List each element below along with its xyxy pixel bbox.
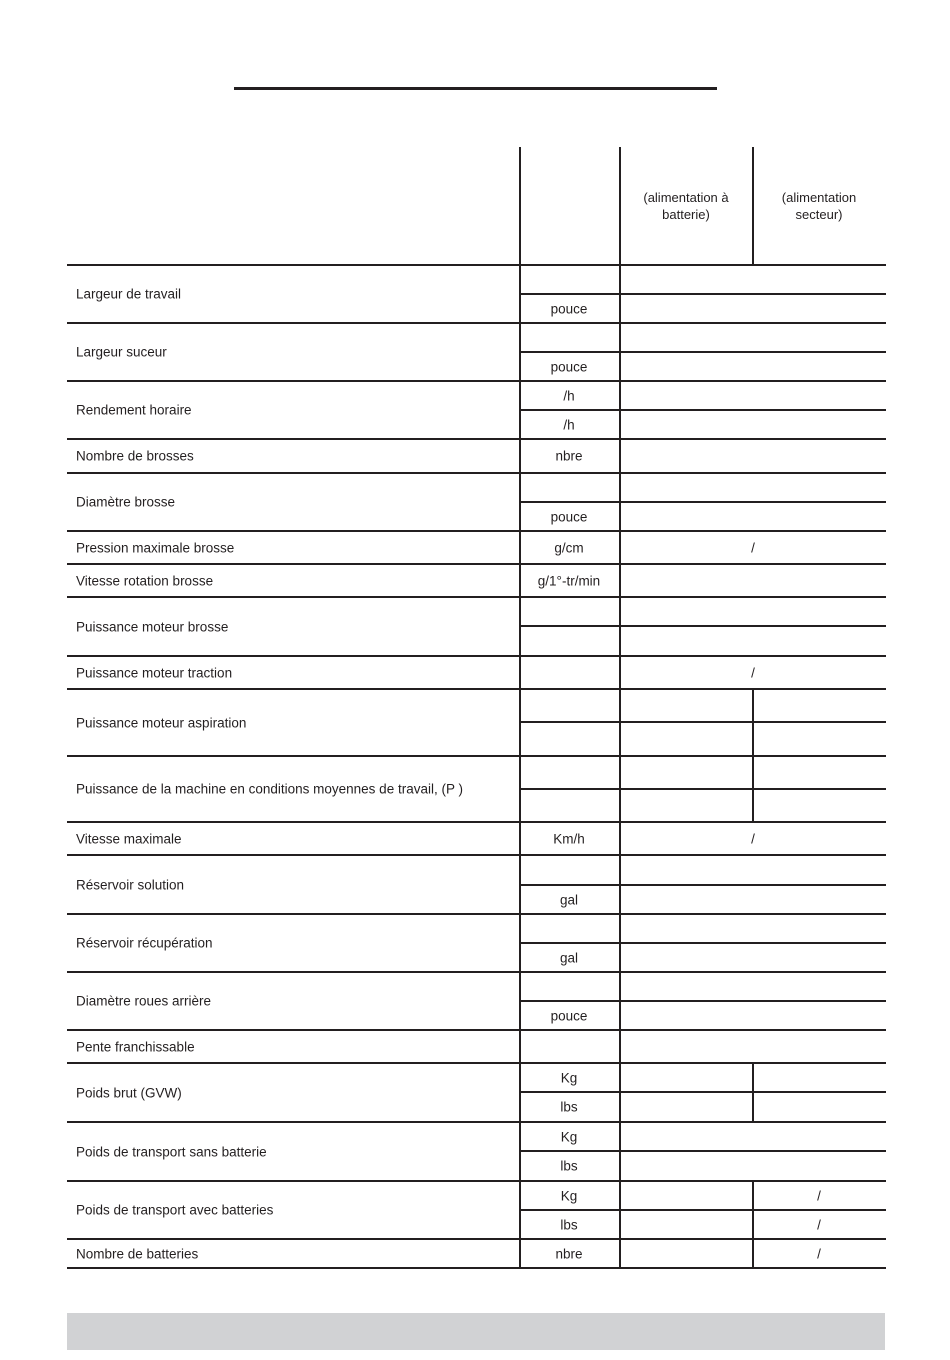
row-unit: Km/h	[553, 831, 585, 846]
row-unit: lbs	[560, 1217, 578, 1232]
row-split	[519, 501, 886, 503]
column-divider	[619, 439, 621, 473]
row-unit: pouce	[550, 301, 588, 316]
row-border	[67, 563, 886, 565]
row-label: Pression maximale brosse	[76, 540, 235, 555]
row-border	[67, 1029, 886, 1031]
row-unit: pouce	[550, 509, 588, 524]
row-unit: lbs	[560, 1158, 578, 1174]
row-label: Vitesse maximale	[76, 831, 182, 846]
row-label: Réservoir solution	[76, 877, 185, 892]
row-split	[519, 293, 886, 295]
header-mains-line1: (alimentation	[781, 190, 857, 205]
row-unit: Kg	[560, 1129, 578, 1144]
column-divider	[519, 1030, 521, 1063]
header-mains-note	[757, 189, 881, 223]
row-border	[67, 438, 886, 440]
column-divider	[619, 822, 621, 855]
row-split	[519, 409, 886, 411]
row-border	[67, 821, 886, 823]
row-border	[67, 755, 886, 757]
row-label: Diamètre brosse	[76, 494, 176, 510]
row-label: Poids de transport avec batteries	[76, 1202, 274, 1218]
value-separator: /	[751, 665, 755, 680]
row-unit: gal	[559, 950, 578, 965]
row-border	[67, 530, 886, 532]
row-unit: pouce	[550, 1008, 588, 1023]
row-border	[67, 596, 886, 598]
row-split	[519, 625, 886, 627]
row-border	[67, 971, 886, 973]
row-label: Pente franchissable	[76, 1039, 195, 1054]
column-divider	[619, 656, 621, 689]
row-border	[67, 380, 886, 382]
row-border	[67, 264, 886, 266]
value-separator: /	[817, 1188, 821, 1203]
footer-band	[67, 1313, 885, 1350]
row-label: Poids brut (GVW)	[76, 1085, 182, 1100]
row-unit: /h	[563, 417, 575, 432]
row-unit: g/cm	[554, 540, 584, 555]
header-divider	[752, 147, 754, 265]
row-split	[519, 1091, 886, 1093]
table-bottom-border	[67, 1267, 886, 1269]
row-unit: /h	[563, 388, 575, 403]
row-border	[67, 1121, 886, 1123]
column-divider	[619, 564, 621, 597]
row-split	[519, 1000, 886, 1002]
row-border	[67, 472, 886, 474]
row-border	[67, 1238, 886, 1240]
row-unit: nbre	[555, 448, 583, 464]
row-border	[67, 1062, 886, 1064]
row-label: Nombre de brosses	[76, 448, 194, 464]
row-border	[67, 1180, 886, 1182]
row-label: Largeur de travail	[76, 286, 182, 302]
header-battery-line2: batterie)	[662, 207, 710, 222]
row-unit: lbs	[560, 1099, 578, 1115]
value-separator: /	[751, 540, 755, 555]
row-label: Puissance de la machine en conditions moyennes de travail, (P )	[76, 781, 463, 797]
title-rule	[234, 87, 717, 90]
column-divider	[619, 1239, 621, 1268]
row-split	[519, 942, 886, 944]
row-border	[67, 854, 886, 856]
row-split	[519, 1150, 886, 1152]
row-label: Diamètre roues arrière	[76, 993, 212, 1009]
row-label: Poids de transport sans batterie	[76, 1144, 267, 1159]
row-unit: gal	[559, 892, 578, 907]
row-border	[67, 913, 886, 915]
row-label: Réservoir récupération	[76, 935, 213, 951]
header-battery-line1: (alimentation à	[643, 190, 729, 205]
row-split	[519, 351, 886, 353]
row-label: Rendement horaire	[76, 402, 192, 418]
row-label: Puissance moteur aspiration	[76, 715, 247, 730]
value-separator: /	[751, 831, 755, 846]
header-mains-line2: secteur)	[795, 207, 843, 222]
row-split	[519, 721, 886, 723]
row-unit: pouce	[550, 359, 588, 374]
row-label: Nombre de batteries	[76, 1246, 199, 1261]
row-split	[519, 884, 886, 886]
column-divider	[519, 656, 521, 689]
value-separator: /	[817, 1217, 821, 1232]
row-unit: g/1°-tr/min	[537, 573, 601, 588]
row-border	[67, 322, 886, 324]
row-label: Vitesse rotation brosse	[76, 573, 214, 588]
row-label: Puissance moteur traction	[76, 665, 233, 680]
column-divider	[619, 1030, 621, 1063]
row-border	[67, 655, 886, 657]
column-divider	[619, 531, 621, 564]
row-label: Largeur suceur	[76, 344, 167, 360]
value-separator: /	[817, 1246, 821, 1261]
row-unit: Kg	[560, 1070, 578, 1085]
column-divider	[752, 1239, 754, 1268]
row-unit: Kg	[560, 1188, 578, 1203]
header-divider	[619, 147, 621, 265]
row-label: Puissance moteur brosse	[76, 619, 229, 634]
row-split	[519, 1209, 886, 1211]
row-unit: nbre	[555, 1246, 583, 1261]
header-battery-note	[624, 189, 748, 223]
row-split	[519, 788, 886, 790]
header-divider	[519, 147, 521, 265]
row-border	[67, 688, 886, 690]
